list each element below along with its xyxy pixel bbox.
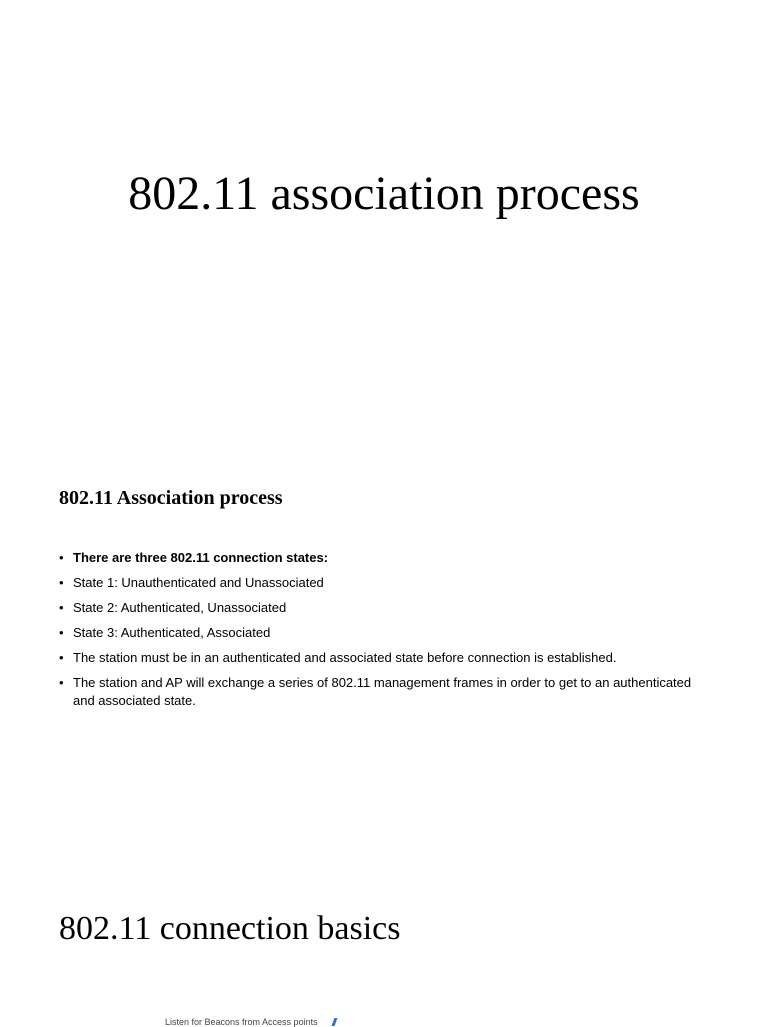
- diagram-preview: [165, 1015, 385, 1027]
- bullet-icon: •: [59, 675, 64, 690]
- section-title: 802.11 connection basics: [59, 910, 401, 947]
- bullet-icon: •: [59, 625, 64, 640]
- list-item-text: State 1: Unauthenticated and Unassociated: [73, 575, 324, 590]
- list-item-text: State 2: Authenticated, Unassociated: [73, 600, 287, 615]
- section-heading: 802.11 Association process: [59, 487, 283, 509]
- diagram-caption: Listen for Beacons from Access points: [165, 1017, 318, 1027]
- list-item-text: State 3: Authenticated, Associated: [73, 625, 271, 640]
- list-item: [59, 574, 709, 592]
- list-item-text: The station must be in an authenticated and associated state before connection is established.: [73, 650, 617, 665]
- list-item-text: The station and AP will exchange a series of 802.11 management frames in order to get to an authenticated and associated state.: [73, 675, 692, 708]
- list-item: [59, 599, 709, 617]
- signal-icon: [332, 1018, 338, 1026]
- bullet-icon: •: [59, 600, 64, 615]
- list-item: [59, 649, 709, 667]
- list-item: [59, 674, 709, 709]
- slide-title: 802.11 association process: [128, 167, 640, 220]
- bullet-icon: •: [59, 650, 64, 665]
- bullet-list: [59, 549, 709, 717]
- list-item: [59, 549, 709, 567]
- list-item: [59, 624, 709, 642]
- list-item-text: There are three 802.11 connection states:: [73, 550, 329, 565]
- bullet-icon: •: [59, 550, 64, 565]
- bullet-icon: •: [59, 575, 64, 590]
